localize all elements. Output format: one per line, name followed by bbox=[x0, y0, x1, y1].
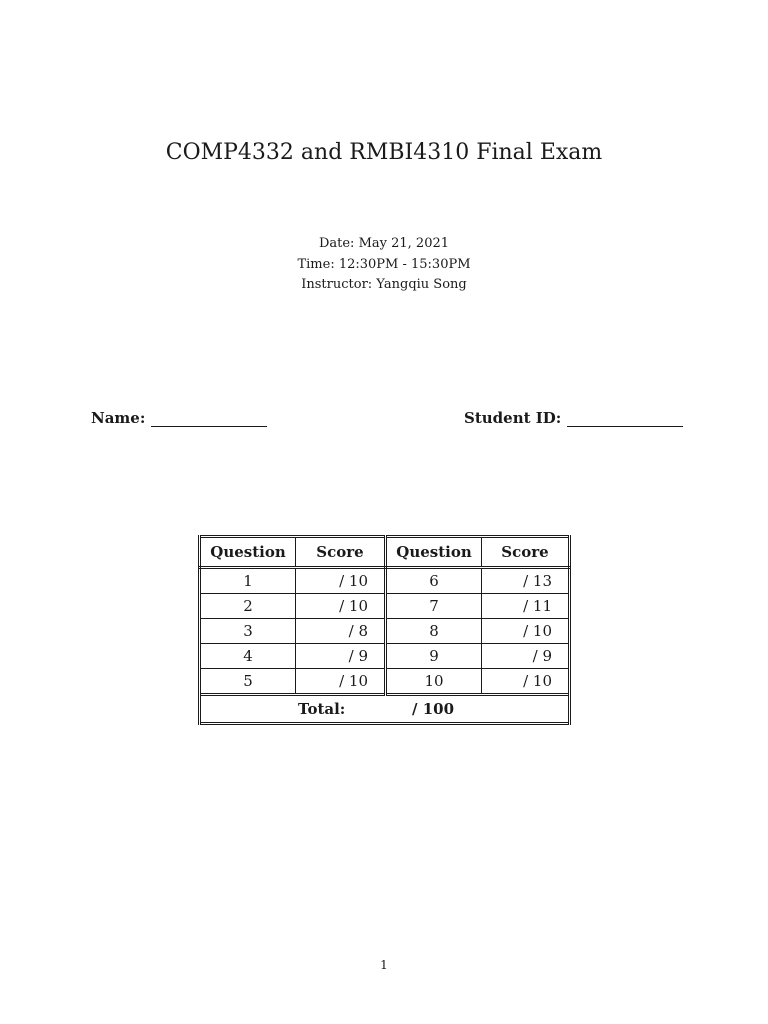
page-number: 1 bbox=[380, 958, 388, 972]
table-row bbox=[200, 644, 570, 669]
score-cell: / 10 bbox=[296, 568, 386, 594]
score-table-container bbox=[198, 535, 571, 725]
student-id-blank-line[interactable] bbox=[567, 426, 683, 427]
question-number: 5 bbox=[200, 669, 296, 695]
exam-time: Time: 12:30PM - 15:30PM bbox=[297, 256, 471, 272]
score-table bbox=[198, 535, 571, 725]
score-cell: / 11 bbox=[482, 594, 570, 619]
question-number: 2 bbox=[200, 594, 296, 619]
score-cell: / 10 bbox=[482, 669, 570, 695]
question-number: 9 bbox=[386, 644, 482, 669]
score-cell: / 9 bbox=[482, 644, 570, 669]
exam-instructor: Instructor: Yangqiu Song bbox=[301, 277, 467, 292]
question-number: 4 bbox=[200, 644, 296, 669]
table-row bbox=[200, 594, 570, 619]
question-number: 1 bbox=[200, 568, 296, 594]
score-table-header-row bbox=[200, 537, 570, 568]
question-number: 10 bbox=[386, 669, 482, 695]
name-field bbox=[91, 407, 267, 429]
score-cell: / 10 bbox=[296, 594, 386, 619]
total-label: Total: bbox=[298, 700, 346, 718]
question-number: 8 bbox=[386, 619, 482, 644]
header-score-left: Score bbox=[296, 537, 386, 568]
exam-title: COMP4332 and RMBI4310 Final Exam bbox=[165, 140, 603, 165]
table-row bbox=[200, 568, 570, 594]
total-cell bbox=[200, 695, 570, 724]
total-value: / 100 bbox=[412, 700, 455, 718]
table-row bbox=[200, 669, 570, 695]
score-cell: / 8 bbox=[296, 619, 386, 644]
name-label: Name: bbox=[91, 409, 146, 427]
score-cell: / 9 bbox=[296, 644, 386, 669]
header-question-left: Question bbox=[200, 537, 296, 568]
exam-date: Date: May 21, 2021 bbox=[318, 236, 450, 251]
score-cell: / 13 bbox=[482, 568, 570, 594]
score-cell: / 10 bbox=[482, 619, 570, 644]
question-number: 7 bbox=[386, 594, 482, 619]
name-blank-line[interactable] bbox=[151, 426, 267, 427]
total-row bbox=[200, 695, 570, 724]
header-question-right: Question bbox=[386, 537, 482, 568]
question-number: 3 bbox=[200, 619, 296, 644]
score-cell: / 10 bbox=[296, 669, 386, 695]
header-score-right: Score bbox=[482, 537, 570, 568]
exam-meta bbox=[0, 234, 768, 296]
question-number: 6 bbox=[386, 568, 482, 594]
student-id-field bbox=[464, 407, 683, 429]
student-id-label: Student ID: bbox=[464, 409, 562, 427]
table-row bbox=[200, 619, 570, 644]
